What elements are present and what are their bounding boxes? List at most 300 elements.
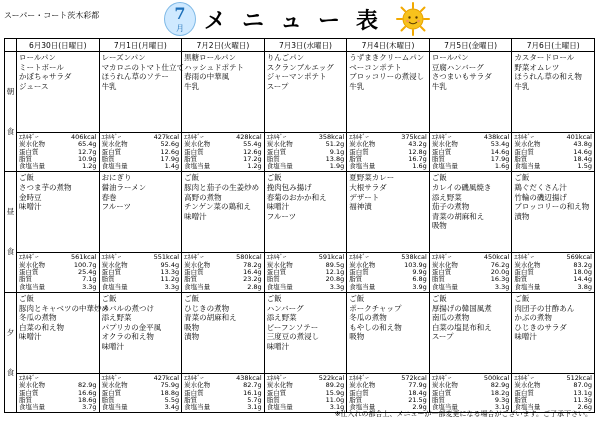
dish-item: フルーツ (101, 202, 131, 212)
nutrition-key: ｴﾈﾙｷﾞｰ (514, 133, 534, 141)
dish-item: かぶの煮物 (514, 313, 552, 323)
nutrition-key: ｴﾈﾙｷﾞｰ (19, 253, 39, 262)
nutrition-row (184, 284, 262, 291)
nutrition-key: 食塩当量 (266, 282, 293, 291)
dish-item: 味噌汁 (184, 211, 207, 221)
meal-dish-row (5, 52, 595, 133)
nutrition-key: 脂質 (19, 395, 32, 404)
nutrition-key: 脂質 (266, 275, 280, 284)
nutrition-key: 蛋白質 (431, 147, 452, 156)
nutrition-value: 358kcal (318, 133, 345, 141)
nutrition-value: 87.0g (573, 381, 592, 390)
nutrition-value: 13.8g (325, 154, 345, 163)
nutrition-key: 脂質 (349, 395, 363, 404)
nutrition-value: 3.8g (577, 282, 592, 291)
nutrition-value: 18.8g (160, 388, 180, 397)
nutrition-key: 食塩当量 (349, 282, 376, 291)
nutrition-value: 3.1g (247, 403, 262, 412)
nutrition-key: 炭水化物 (19, 381, 45, 390)
dish-item: カスタードロール (514, 53, 575, 62)
dish-item: ご飯 (266, 293, 282, 303)
meal-label-char: 昼 (6, 207, 15, 217)
nutrition-key: 炭水化物 (101, 381, 128, 390)
nutrition-key: ｴﾈﾙｷﾞｰ (19, 373, 39, 382)
dish-cell (512, 292, 595, 373)
nutrition-cell (264, 133, 347, 172)
nutrition-value: 18.4g (573, 154, 592, 163)
nutrition-cell (99, 373, 182, 412)
nutrition-row (19, 284, 97, 291)
nutrition-key: ｴﾈﾙｷﾞｰ (184, 373, 204, 382)
nutrition-key: 蛋白質 (349, 268, 369, 277)
nutrition-value: 13.1g (573, 388, 592, 397)
dish-item: ほうれん草のソテー (101, 72, 169, 82)
nutrition-row (184, 163, 262, 170)
nutrition-value: 427kcal (153, 133, 180, 141)
nutrition-key: 食塩当量 (349, 403, 376, 412)
dish-item: 金時豆 (19, 192, 42, 202)
nutrition-key: 脂質 (514, 154, 528, 163)
nutrition-value: 78.2g (243, 260, 262, 269)
dish-item: 豚肉とキャベツの中華炒め (19, 303, 109, 313)
dish-item: ハンバーグ (266, 303, 304, 313)
nutrition-cell (429, 373, 512, 412)
nutrition-key: 炭水化物 (514, 260, 541, 269)
dish-item: 竹輪の磯辺揚げ (514, 192, 567, 202)
nutrition-value: 2.8g (247, 282, 262, 291)
nutrition-value: 3.1g (329, 403, 345, 412)
meal-label (5, 292, 17, 412)
nutrition-cell (347, 253, 430, 292)
nutrition-key: ｴﾈﾙｷﾞｰ (349, 253, 369, 262)
dish-item: 添え野菜 (431, 192, 462, 202)
sun-icon (396, 2, 430, 36)
dish-item: ベーコンポテト (349, 62, 402, 72)
nutrition-value: 20.8g (325, 275, 345, 284)
nutrition-cell (182, 373, 265, 412)
dish-item: ご飯 (184, 293, 200, 303)
dish-item: 春雨の中華風 (184, 72, 230, 82)
nutrition-key: 食塩当量 (266, 403, 293, 412)
dish-item: ご飯 (431, 293, 447, 303)
nutrition-key: 蛋白質 (266, 268, 287, 277)
dish-item: 吸物 (349, 332, 365, 342)
dish-item: 牛乳 (101, 81, 117, 91)
nutrition-cell (99, 253, 182, 292)
nutrition-value: 1.5g (577, 162, 592, 171)
nutrition-key: 食塩当量 (431, 403, 458, 412)
nutrition-value: 1.2g (82, 162, 97, 171)
dish-item: 厚揚げの韓国風煮 (431, 303, 492, 313)
nutrition-value: 9.9g (412, 268, 427, 277)
nutrition-value: 5.5g (164, 395, 180, 404)
corner-cell (5, 39, 17, 52)
nutrition-value: 7.1g (82, 275, 97, 284)
nutrition-key: 炭水化物 (101, 260, 128, 269)
dish-item: ロールパン (431, 53, 469, 62)
meal-nutrition-row (5, 253, 595, 292)
nutrition-key: 炭水化物 (431, 260, 458, 269)
page-header (0, 0, 600, 38)
meal-nutrition-row (5, 133, 595, 172)
nutrition-cell (264, 373, 347, 412)
nutrition-key: 蛋白質 (184, 268, 204, 277)
nutrition-row (267, 163, 345, 170)
dish-cell (17, 292, 109, 373)
nutrition-value: 3.3g (164, 282, 180, 291)
nutrition-cell (512, 253, 595, 292)
meal-dish-row (5, 172, 595, 253)
nutrition-key: 食塩当量 (101, 403, 128, 412)
date-header: 7月4日(木曜日) (347, 39, 430, 52)
nutrition-value: 3.9g (412, 282, 427, 291)
nutrition-key: ｴﾈﾙｷﾞｰ (266, 373, 287, 382)
nutrition-value: 450kcal (483, 253, 510, 262)
nutrition-key: 炭水化物 (184, 381, 211, 390)
nutrition-key: 食塩当量 (431, 282, 458, 291)
dish-item: ジュース (19, 81, 49, 91)
dish-item: 野菜オムレツ (514, 62, 560, 72)
dish-item: ご飯 (266, 173, 282, 183)
nutrition-value: 95.4g (160, 260, 180, 269)
nutrition-key: ｴﾈﾙｷﾞｰ (184, 253, 204, 262)
nutrition-key: 食塩当量 (19, 282, 45, 291)
dish-item: 味噌汁 (266, 202, 290, 212)
nutrition-value: 1.4g (164, 162, 180, 171)
nutrition-key: 蛋白質 (184, 388, 204, 397)
dish-cell (99, 52, 185, 133)
nutrition-value: 5.7g (247, 395, 262, 404)
date-header-row (5, 39, 595, 52)
nutrition-value: 1.6g (494, 162, 510, 171)
nutrition-value: 12.7g (77, 147, 97, 156)
menu-table (4, 38, 595, 413)
dish-item: うずまきクリームパン (349, 53, 425, 62)
nutrition-key: 脂質 (431, 154, 445, 163)
dish-item: チンゲン菜の鶏和え (184, 202, 251, 212)
nutrition-key: 脂質 (101, 154, 115, 163)
dish-item: 牛乳 (184, 81, 200, 91)
month-badge (164, 2, 196, 36)
dish-item: 春巻 (101, 192, 117, 202)
dish-item: レーズンパン (101, 53, 146, 62)
nutrition-row (432, 284, 510, 291)
nutrition-key: 脂質 (431, 395, 445, 404)
dish-item: 三度豆の煮浸し (266, 332, 320, 342)
nutrition-value: 55.4g (243, 140, 262, 149)
nutrition-key: 蛋白質 (514, 388, 534, 397)
nutrition-key: 脂質 (266, 154, 280, 163)
dish-cell (99, 292, 182, 373)
nutrition-value: 438kcal (236, 373, 262, 382)
nutrition-value: 13.3g (160, 268, 180, 277)
nutrition-value: 2.6g (577, 403, 592, 412)
nutrition-key: 蛋白質 (266, 147, 287, 156)
dish-item: オクラの和え物 (101, 332, 154, 342)
dish-item: ご飯 (514, 173, 530, 183)
nutrition-value: 3.7g (82, 403, 97, 412)
nutrition-value: 406kcal (71, 133, 97, 141)
nutrition-key: ｴﾈﾙｷﾞｰ (266, 253, 287, 262)
nutrition-value: 25.4g (77, 268, 97, 277)
dish-cell (264, 292, 347, 373)
dish-cell (429, 52, 512, 133)
nutrition-cell (512, 373, 595, 412)
dish-item: 牛乳 (349, 81, 365, 91)
dish-item: 大根サラダ (349, 183, 387, 193)
dish-item: 茄子の煮物 (431, 202, 470, 212)
dish-item: 肉団子の甘酢あん (514, 303, 575, 313)
nutrition-value: 3.3g (82, 282, 97, 291)
disclaimer-note: ※仕入れの都合上、メニューが一部変更になる場合がございます。ご了承下さい。 (334, 410, 592, 418)
nutrition-row (184, 404, 262, 411)
nutrition-value: 11.0g (325, 395, 345, 404)
dish-item: 豆腐ハンバーグ (431, 62, 484, 72)
nutrition-value: 82.9g (490, 381, 510, 390)
dish-item: 味噌汁 (19, 202, 42, 212)
dish-item: ご飯 (431, 173, 447, 183)
dish-item: かぼちゃサラダ (19, 72, 72, 82)
nutrition-value: 401kcal (566, 133, 592, 141)
nutrition-key: 炭水化物 (19, 140, 45, 149)
dish-item: ロールパン (19, 53, 56, 62)
dish-item: ご飯 (19, 293, 34, 303)
date-header: 7月2日(火曜日) (182, 39, 265, 52)
nutrition-key: ｴﾈﾙｷﾞｰ (431, 373, 452, 382)
nutrition-key: 炭水化物 (184, 260, 211, 269)
nutrition-value: 15.9g (325, 388, 345, 397)
meal-nutrition-row (5, 373, 595, 412)
dish-cell (347, 52, 430, 133)
nutrition-value: 538kcal (401, 253, 427, 262)
dish-item: ミートボール (19, 62, 64, 72)
nutrition-cell (347, 373, 430, 412)
nutrition-value: 10.9g (77, 154, 97, 163)
dish-item: ご飯 (19, 173, 34, 183)
date-header: 6月30日(日曜日) (17, 39, 100, 52)
nutrition-value: 9.1g (329, 147, 345, 156)
nutrition-row (267, 404, 345, 411)
nutrition-value: 16.4g (243, 268, 262, 277)
dish-item: メバルの煮つけ (101, 303, 154, 313)
nutrition-key: 蛋白質 (184, 147, 204, 156)
nutrition-key: 脂質 (349, 275, 363, 284)
nutrition-key: 脂質 (19, 275, 32, 284)
nutrition-key: 食塩当量 (19, 162, 45, 171)
dish-item: ポークチャップ (349, 303, 402, 313)
nutrition-value: 77.9g (408, 381, 427, 390)
dish-item: 福神漬 (349, 202, 372, 212)
dish-item: 白菜の和え物 (19, 322, 64, 332)
nutrition-value: 428kcal (236, 133, 262, 141)
nutrition-key: 蛋白質 (349, 147, 369, 156)
nutrition-key: 炭水化物 (514, 140, 541, 149)
meal-label-char: 食 (6, 126, 15, 136)
nutrition-value: 16.7g (408, 154, 427, 163)
nutrition-cell (182, 253, 265, 292)
meal-label-char: 夕 (6, 327, 15, 337)
dish-item: 青菜の胡麻和え (431, 211, 485, 221)
dish-item: もやしの和え物 (349, 322, 402, 332)
nutrition-key: 蛋白質 (514, 147, 534, 156)
nutrition-value: 1.6g (412, 162, 427, 171)
nutrition-value: 3.3g (329, 282, 345, 291)
nutrition-row (349, 284, 427, 291)
nutrition-value: 427kcal (153, 373, 180, 382)
meal-label-char: 食 (6, 367, 15, 377)
nutrition-key: 蛋白質 (349, 388, 369, 397)
dish-item: 夏野菜カレー (349, 173, 395, 183)
nutrition-value: 20.0g (490, 268, 510, 277)
nutrition-key: ｴﾈﾙｷﾞｰ (431, 133, 452, 141)
dish-cell (264, 52, 347, 133)
nutrition-key: 蛋白質 (514, 268, 534, 277)
nutrition-value: 14.4g (573, 275, 592, 284)
nutrition-key: 食塩当量 (19, 403, 45, 412)
nutrition-key: 蛋白質 (266, 388, 287, 397)
nutrition-value: 14.6g (573, 147, 592, 156)
dish-cell (512, 52, 595, 133)
dish-item: 味噌汁 (266, 341, 290, 351)
nutrition-value: 12.6g (243, 147, 262, 156)
dish-item: 冬瓜の煮物 (19, 313, 57, 323)
nutrition-value: 11.3g (573, 395, 592, 404)
dish-cell (17, 172, 100, 253)
nutrition-value: 3.4g (164, 403, 180, 412)
dish-item: さつま芋の煮物 (19, 183, 72, 193)
nutrition-key: 食塩当量 (349, 162, 376, 171)
dish-item: ご飯 (101, 293, 117, 303)
dish-item: 春菊のおかか和え (266, 192, 327, 202)
nutrition-value: 12.6g (160, 147, 180, 156)
nutrition-value: 591kcal (318, 253, 345, 262)
dish-item: 牛乳 (431, 81, 447, 91)
dish-item: 鶏ぐだくさん汁 (514, 183, 567, 193)
dish-item: ブロッコリーの和え物 (514, 202, 590, 212)
dish-item: ひじきのサラダ (514, 322, 567, 332)
dish-cell (512, 172, 595, 253)
dish-item: ハッシュドポテト (184, 62, 244, 72)
nutrition-key: ｴﾈﾙｷﾞｰ (266, 133, 287, 141)
nutrition-value: 569kcal (566, 253, 592, 262)
nutrition-key: ｴﾈﾙｷﾞｰ (19, 133, 39, 141)
nutrition-value: 1.9g (329, 162, 345, 171)
nutrition-key: ｴﾈﾙｷﾞｰ (101, 253, 122, 262)
nutrition-value: 18.4g (408, 388, 427, 397)
dish-cell (182, 52, 265, 133)
nutrition-key: 炭水化物 (266, 140, 293, 149)
dish-item: フルーツ (266, 211, 297, 221)
nutrition-row (102, 163, 180, 170)
month-number: 7 (174, 4, 186, 23)
nutrition-cell (429, 253, 512, 292)
date-header: 7月6日(土曜日) (512, 39, 595, 52)
nutrition-value: 82.9g (77, 381, 97, 390)
nutrition-value: 65.4g (77, 140, 97, 149)
nutrition-row (514, 284, 592, 291)
nutrition-key: 脂質 (349, 154, 363, 163)
nutrition-key: 蛋白質 (101, 147, 122, 156)
dish-item: 味噌汁 (19, 332, 42, 342)
nutrition-key: 蛋白質 (19, 388, 39, 397)
dish-item: 漬物 (184, 332, 200, 342)
nutrition-cell (512, 133, 595, 172)
nutrition-cell (429, 133, 512, 172)
dish-item: スープ (266, 81, 289, 91)
nutrition-value: 500kcal (483, 373, 510, 382)
nutrition-value: 76.2g (490, 260, 510, 269)
nutrition-row (432, 163, 510, 170)
dish-item: デザート (349, 192, 380, 202)
dish-item: ご飯 (349, 293, 365, 303)
nutrition-value: 522kcal (318, 373, 345, 382)
nutrition-value: 17.9g (160, 154, 180, 163)
nutrition-key: 炭水化物 (266, 381, 293, 390)
nutrition-key: 炭水化物 (349, 260, 376, 269)
dish-item: 高野の煮物 (184, 192, 222, 202)
nutrition-value: 12.8g (408, 147, 427, 156)
nutrition-key: 食塩当量 (184, 162, 211, 171)
nutrition-value: 16.1g (243, 388, 262, 397)
nutrition-cell (17, 253, 100, 292)
dish-cell (429, 172, 512, 253)
nutrition-key: ｴﾈﾙｷﾞｰ (184, 133, 204, 141)
nutrition-value: 17.9g (490, 154, 510, 163)
nutrition-key: ｴﾈﾙｷﾞｰ (101, 373, 122, 382)
nutrition-value: 18.6g (77, 395, 97, 404)
dish-cell (182, 292, 265, 373)
nutrition-row (349, 163, 427, 170)
nutrition-key: 脂質 (19, 154, 32, 163)
dish-cell (264, 172, 347, 253)
nutrition-cell (17, 373, 100, 412)
nutrition-key: 炭水化物 (349, 381, 376, 390)
nutrition-value: 12.1g (325, 268, 345, 277)
page-title: メニュー表 (204, 9, 395, 34)
dish-item: 青菜の胡麻和え (184, 313, 237, 323)
dish-item: おにぎり (101, 173, 132, 183)
nutrition-value: 3.3g (494, 282, 510, 291)
dish-item: りんごパン (266, 53, 305, 62)
meal-label-char: 朝 (6, 86, 15, 96)
nutrition-key: 脂質 (431, 275, 445, 284)
nutrition-value: 89.5g (325, 260, 345, 269)
dish-item: 冬瓜の煮物 (349, 313, 387, 323)
nutrition-value: 75.9g (160, 381, 180, 390)
dish-item: マカロニのトマト仕立て (101, 62, 185, 72)
nutrition-value: 17.2g (243, 154, 262, 163)
dish-item: 豚肉と茄子の生姜炒め (184, 183, 260, 193)
meal-label (5, 52, 17, 172)
nutrition-key: ｴﾈﾙｷﾞｰ (431, 253, 452, 262)
dish-item: 吸物 (431, 221, 447, 231)
dish-cell (182, 172, 265, 253)
meal-label-char: 食 (6, 247, 15, 257)
dish-item: 吸物 (184, 322, 200, 332)
nutrition-key: ｴﾈﾙｷﾞｰ (349, 373, 369, 382)
date-header: 7月3日(水曜日) (264, 39, 347, 52)
nutrition-cell (99, 133, 182, 172)
nutrition-cell (182, 133, 265, 172)
nutrition-key: 炭水化物 (266, 260, 293, 269)
nutrition-key: 脂質 (514, 275, 528, 284)
nutrition-key: 食塩当量 (184, 403, 211, 412)
nutrition-key: 蛋白質 (101, 268, 122, 277)
nutrition-value: 9.3g (494, 395, 510, 404)
nutrition-key: 脂質 (184, 395, 198, 404)
nutrition-key: 蛋白質 (101, 388, 122, 397)
nutrition-value: 52.6g (160, 140, 180, 149)
